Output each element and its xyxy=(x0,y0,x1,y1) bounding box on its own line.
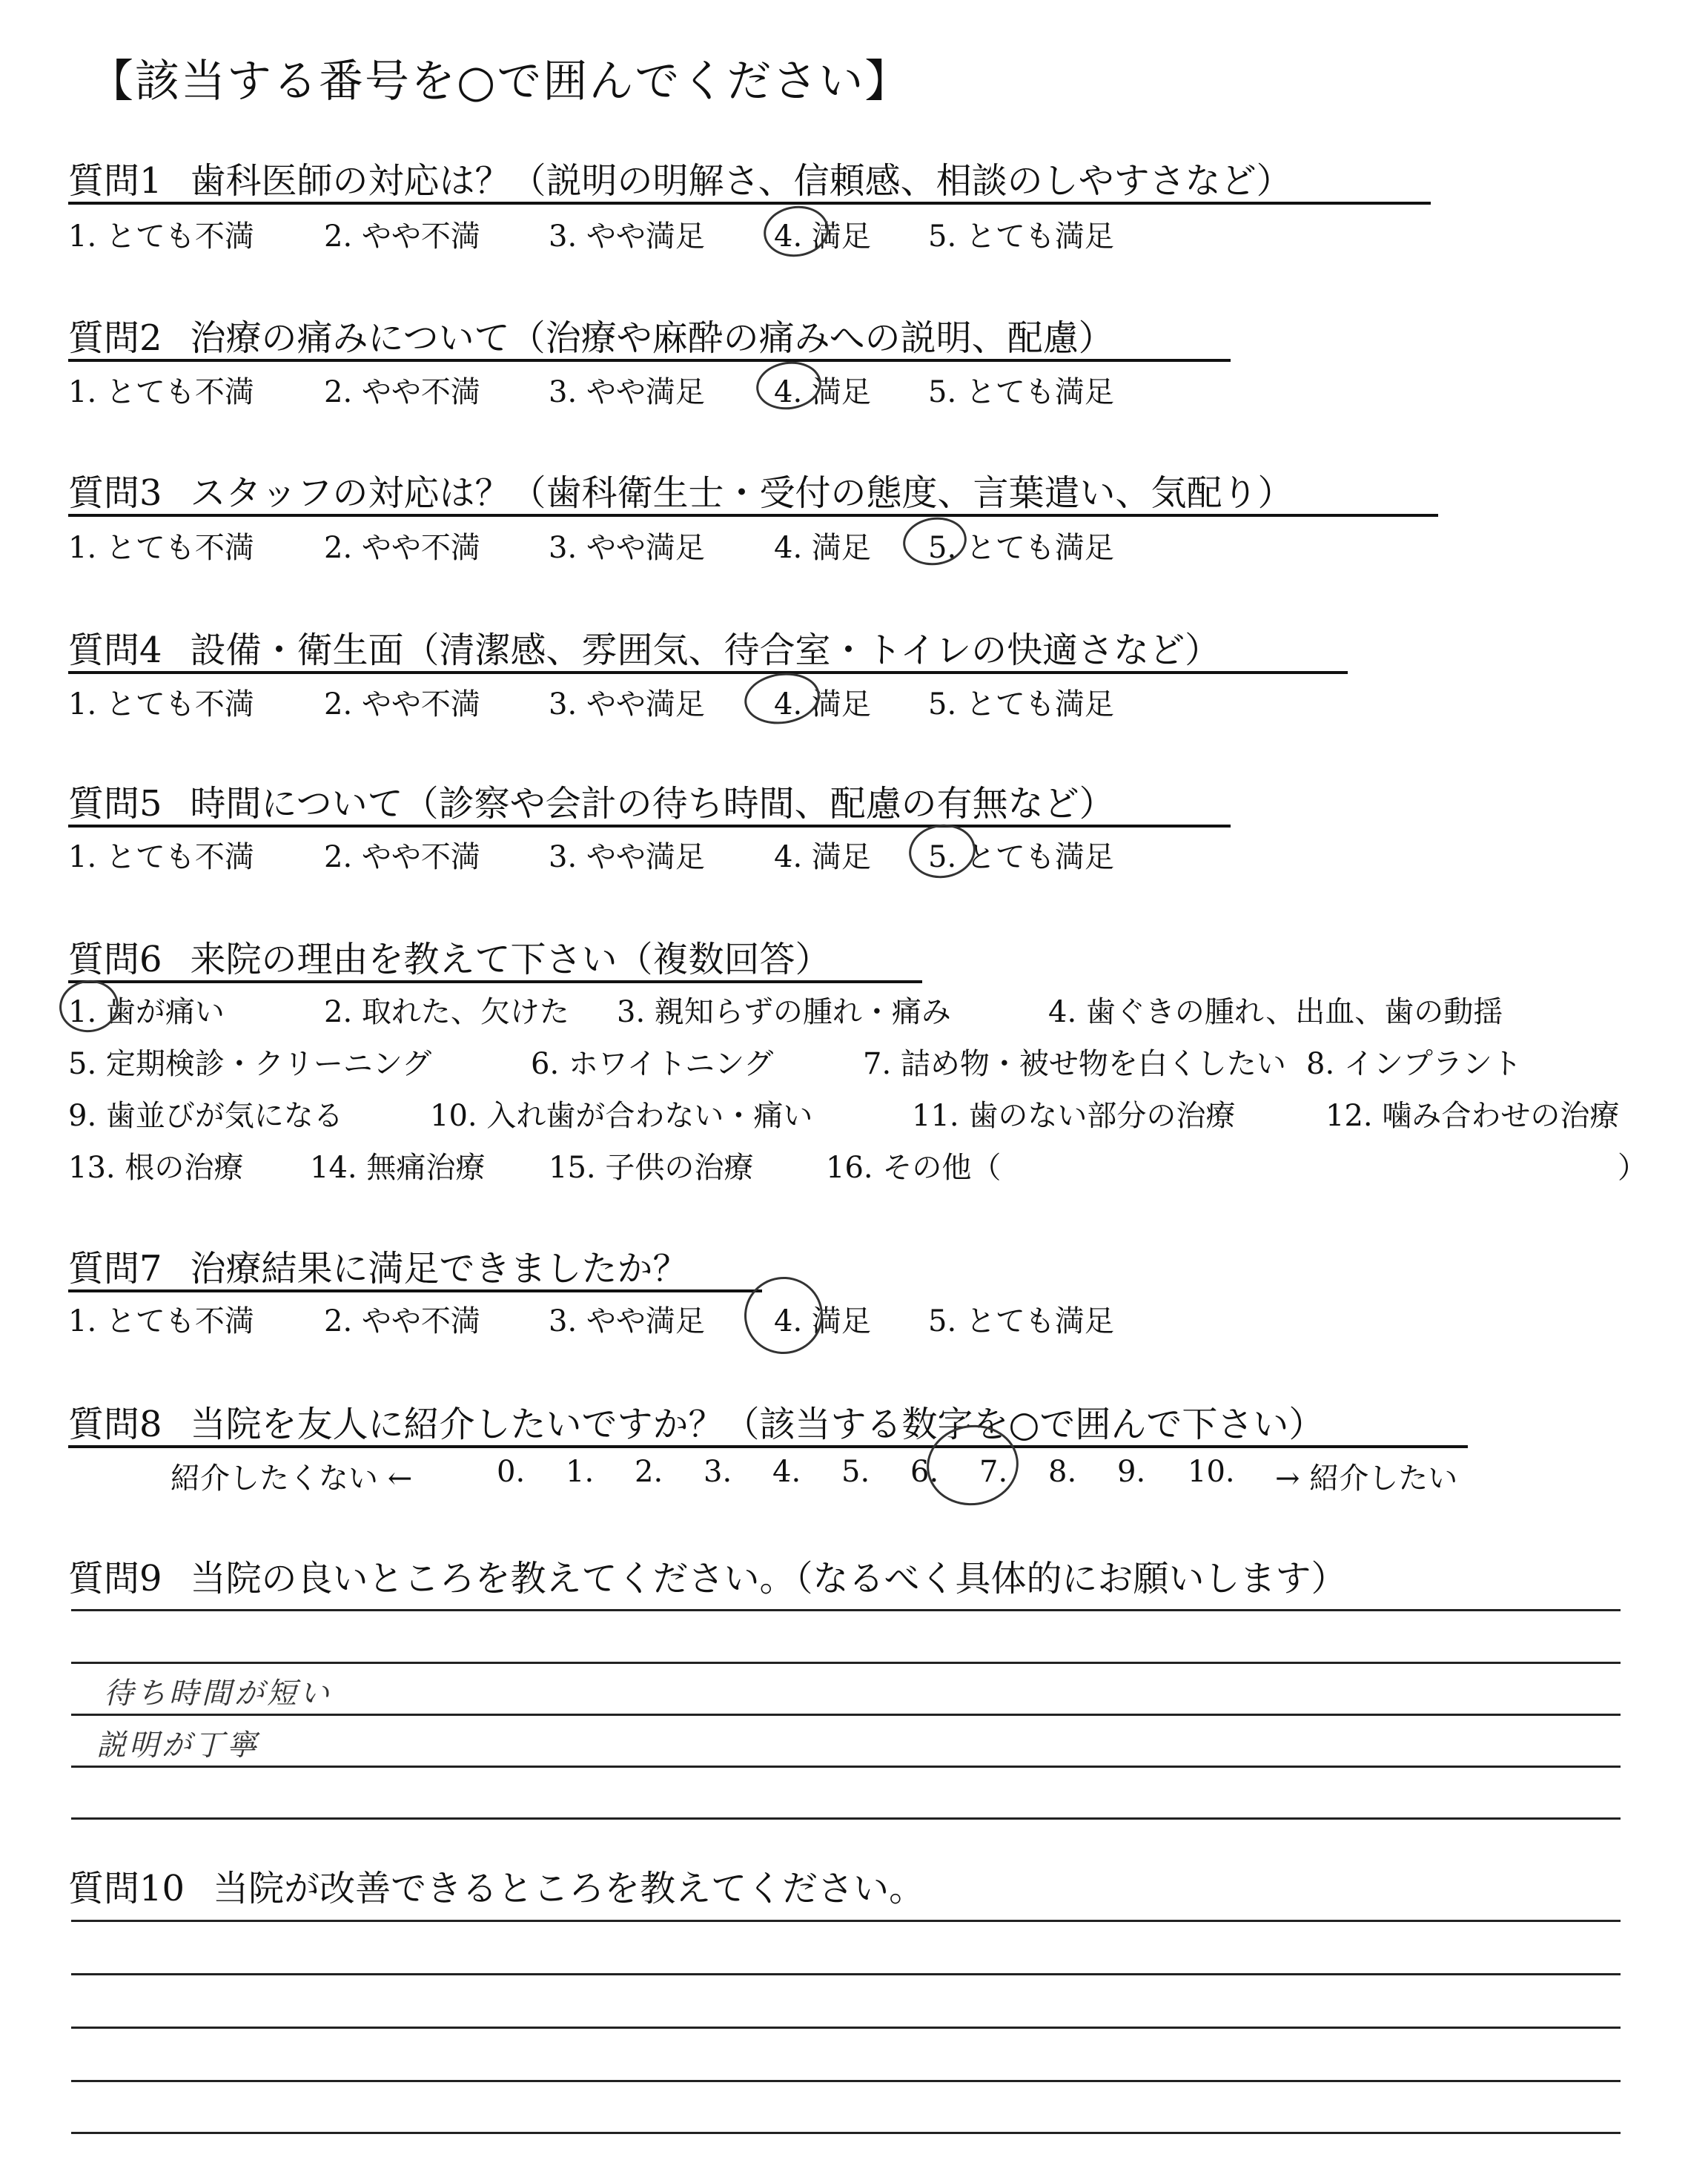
question-underline xyxy=(68,202,1431,205)
question-5 xyxy=(68,775,1115,826)
question-underline xyxy=(68,671,1348,674)
question-underline xyxy=(68,1445,1468,1448)
reason-option[interactable]: 15. 子供の治療 xyxy=(549,1151,754,1185)
answer-line xyxy=(71,1609,1621,1611)
option-4[interactable]: 4. 満足 xyxy=(774,840,871,874)
option-5[interactable]: 5. とても満足 xyxy=(928,687,1114,721)
reason-row-4 xyxy=(68,1144,1662,1185)
answer-line xyxy=(71,1714,1621,1716)
option-2[interactable]: 2. やや不満 xyxy=(324,375,480,409)
option-3[interactable]: 3. やや満足 xyxy=(549,219,705,254)
option-1[interactable]: 1. とても不満 xyxy=(68,840,254,874)
reason-option[interactable]: 10. 入れ歯が合わない・痛い xyxy=(430,1099,813,1133)
scale-point[interactable]: 8. xyxy=(1048,1455,1077,1489)
reason-row-2 xyxy=(68,1040,1662,1081)
reason-option[interactable]: 7. 詰め物・被せ物を白くしたい xyxy=(863,1047,1286,1081)
handwritten-answer: 説明が丁寧 xyxy=(96,1728,259,1763)
page-title: 【該当する番号を○で囲んでください】 xyxy=(89,56,911,108)
scale-right-label: → 紹介したい xyxy=(1275,1462,1458,1496)
option-2[interactable]: 2. やや不満 xyxy=(324,840,480,874)
answer-line xyxy=(71,2027,1621,2029)
reason-option[interactable]: 11. 歯のない部分の治療 xyxy=(912,1099,1236,1133)
option-4[interactable]: 4. 満足 xyxy=(774,531,871,565)
option-4[interactable]: 4. 満足 xyxy=(774,219,871,254)
reason-option[interactable]: 4. 歯ぐきの腫れ、出血、歯の動揺 xyxy=(1048,995,1503,1029)
answer-line xyxy=(71,1920,1621,1922)
question-2 xyxy=(68,309,1114,360)
option-5[interactable]: 5. とても満足 xyxy=(928,375,1114,409)
option-1[interactable]: 1. とても不満 xyxy=(68,687,254,721)
option-3[interactable]: 3. やや満足 xyxy=(549,840,705,874)
answer-line xyxy=(71,1817,1621,1820)
recommend-scale xyxy=(171,1455,1579,1496)
reason-option[interactable]: 8. インプラント xyxy=(1306,1047,1522,1081)
option-4[interactable]: 4. 満足 xyxy=(774,687,871,721)
answer-line xyxy=(71,1766,1621,1768)
handwritten-answer: 待ち時間が短い xyxy=(104,1677,332,1711)
option-4[interactable]: 4. 満足 xyxy=(774,375,871,409)
question-text: 治療結果に満足できましたか？ xyxy=(190,1248,689,1289)
scale-point[interactable]: 6. xyxy=(910,1455,939,1489)
option-5[interactable]: 5. とても満足 xyxy=(928,840,1114,874)
reason-option[interactable]: 13. 根の治療 xyxy=(68,1151,244,1185)
question-underline xyxy=(68,359,1231,362)
scale-point[interactable]: 0. xyxy=(497,1455,526,1489)
question-10 xyxy=(68,1860,924,1911)
question-underline xyxy=(68,980,922,983)
option-2[interactable]: 2. やや不満 xyxy=(324,219,480,254)
option-4[interactable]: 4. 満足 xyxy=(774,1304,871,1338)
question-text: スタッフの対応は？（歯科衛生士・受付の態度、言葉遣い、気配り） xyxy=(190,472,1294,514)
option-3[interactable]: 3. やや満足 xyxy=(549,687,705,721)
scale-point[interactable]: 5. xyxy=(841,1455,870,1489)
option-1[interactable]: 1. とても不満 xyxy=(68,531,254,565)
reason-option[interactable]: 1. 歯が痛い xyxy=(68,995,225,1029)
question-number: 質問7 xyxy=(68,1248,162,1289)
option-5[interactable]: 5. とても満足 xyxy=(928,219,1114,254)
question-1 xyxy=(68,152,1292,203)
scale-point[interactable]: 2. xyxy=(635,1455,663,1489)
option-5[interactable]: 5. とても満足 xyxy=(928,531,1114,565)
question-number: 質問1 xyxy=(68,160,162,202)
scale-left-label: 紹介したくない ← xyxy=(171,1462,413,1496)
question-number: 質問4 xyxy=(68,630,162,671)
question-number: 質問10 xyxy=(68,1868,185,1909)
option-2[interactable]: 2. やや不満 xyxy=(324,1304,480,1338)
option-5[interactable]: 5. とても満足 xyxy=(928,1304,1114,1338)
answer-line xyxy=(71,2132,1621,2134)
option-1[interactable]: 1. とても不満 xyxy=(68,375,254,409)
answer-row-q3 xyxy=(68,524,1551,565)
question-number: 質問8 xyxy=(68,1404,162,1445)
question-number: 質問2 xyxy=(68,317,162,359)
question-underline xyxy=(68,1289,762,1292)
question-text: 当院を友人に紹介したいですか？（該当する数字を○で囲んで下さい） xyxy=(190,1404,1325,1445)
scale-point[interactable]: 1. xyxy=(566,1455,595,1489)
reason-option[interactable]: 2. 取れた、欠けた xyxy=(324,995,569,1029)
question-text: 設備・衛生面（清潔感、雰囲気、待合室・トイレの快適さなど） xyxy=(190,630,1221,671)
question-text: 時間について（診察や会計の待ち時間、配慮の有無など） xyxy=(190,783,1115,825)
question-3 xyxy=(68,464,1294,515)
answer-row-q5 xyxy=(68,833,1551,874)
question-7 xyxy=(68,1240,689,1291)
question-9 xyxy=(68,1550,1347,1601)
question-number: 質問3 xyxy=(68,472,162,514)
answer-line xyxy=(71,1973,1621,1975)
option-3[interactable]: 3. やや満足 xyxy=(549,531,705,565)
reason-option[interactable]: 9. 歯並びが気になる xyxy=(68,1099,343,1133)
option-1[interactable]: 1. とても不満 xyxy=(68,1304,254,1338)
answer-circle xyxy=(739,1272,827,1359)
scale-point[interactable]: 10. xyxy=(1188,1455,1235,1489)
question-6 xyxy=(68,931,831,982)
option-3[interactable]: 3. やや満足 xyxy=(549,1304,705,1338)
question-text: 来院の理由を教えて下さい（複数回答） xyxy=(190,939,831,980)
question-text: 当院が改善できるところを教えてください。 xyxy=(213,1868,925,1909)
reason-option[interactable]: 5. 定期検診・クリーニング xyxy=(68,1047,432,1081)
question-underline xyxy=(68,514,1438,517)
scale-point[interactable]: 7. xyxy=(979,1455,1008,1489)
reason-option[interactable]: 12. 噛み合わせの治療 xyxy=(1325,1099,1620,1133)
question-8 xyxy=(68,1396,1324,1447)
question-text: 治療の痛みについて（治療や麻酔の痛みへの説明、配慮） xyxy=(190,317,1114,359)
scale-point[interactable]: 3. xyxy=(704,1455,732,1489)
other-close-paren: ） xyxy=(1618,1151,1647,1185)
reason-option-other[interactable]: 16. その他（ xyxy=(826,1151,1002,1185)
reason-option[interactable]: 6. ホワイトニング xyxy=(531,1047,774,1081)
scale-point[interactable]: 4. xyxy=(772,1455,801,1489)
option-3[interactable]: 3. やや満足 xyxy=(549,375,705,409)
reason-row-1 xyxy=(68,988,1662,1029)
question-4 xyxy=(68,621,1220,673)
reason-row-3 xyxy=(68,1092,1669,1133)
option-2[interactable]: 2. やや不満 xyxy=(324,687,480,721)
question-number: 質問9 xyxy=(68,1558,162,1599)
reason-option[interactable]: 14. 無痛治療 xyxy=(310,1151,486,1185)
answer-line xyxy=(71,2080,1621,2082)
question-text: 当院の良いところを教えてください。（なるべく具体的にお願いします） xyxy=(190,1558,1347,1599)
question-underline xyxy=(68,825,1231,828)
answer-line xyxy=(71,1662,1621,1664)
option-2[interactable]: 2. やや不満 xyxy=(324,531,480,565)
question-number: 質問6 xyxy=(68,939,162,980)
question-text: 歯科医師の対応は？（説明の明解さ、信頼感、相談のしやすさなど） xyxy=(190,160,1292,202)
scale-point[interactable]: 9. xyxy=(1117,1455,1146,1489)
reason-option[interactable]: 3. 親知らずの腫れ・痛み xyxy=(617,995,951,1029)
question-number: 質問5 xyxy=(68,783,162,825)
option-1[interactable]: 1. とても不満 xyxy=(68,219,254,254)
